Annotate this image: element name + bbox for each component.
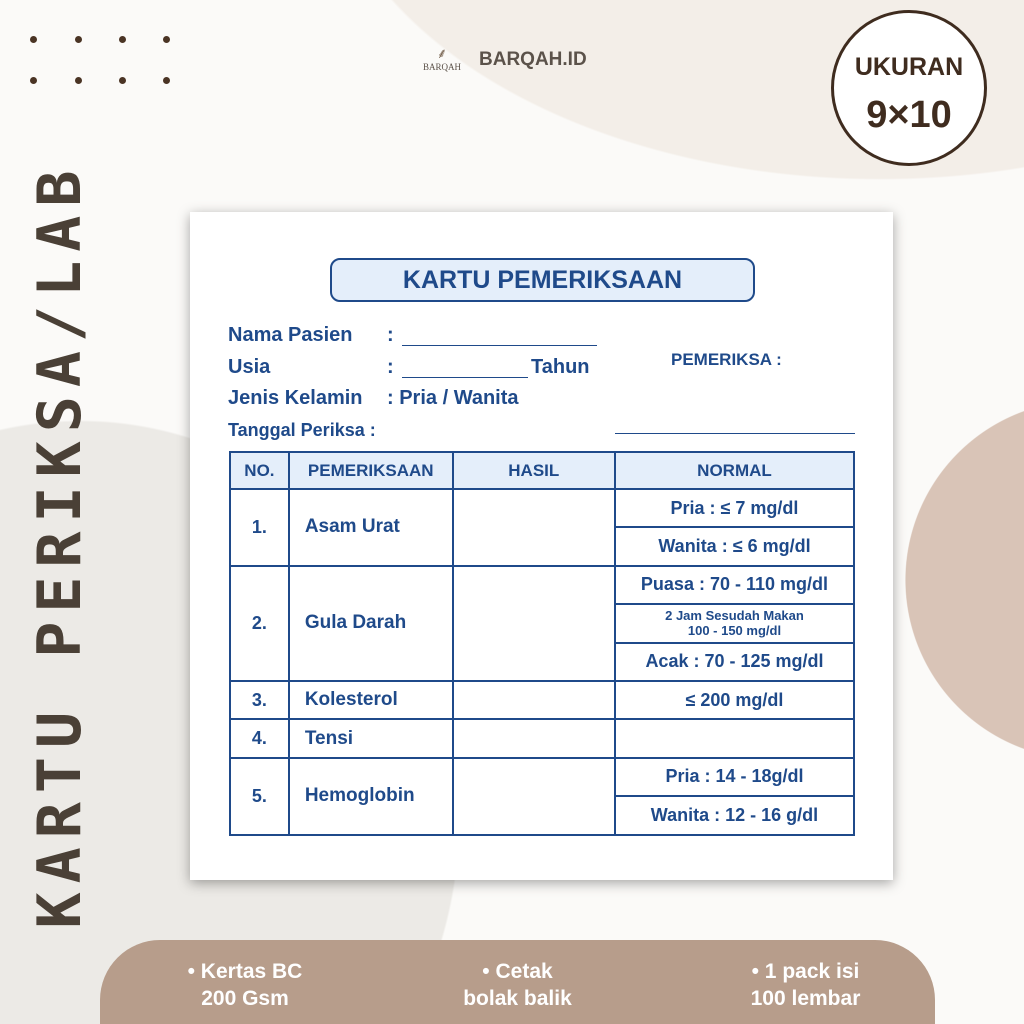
result-cell [453,758,615,835]
normal-value: ≤ 200 mg/dl [615,681,854,719]
size-value: 9×10 [866,94,952,136]
exam-table [229,451,855,836]
table-row [230,566,854,604]
exam-card [190,212,893,880]
label-nama: Nama Pasien [228,324,353,346]
feature-paper: • Kertas BC 200 Gsm [187,960,303,1010]
size-label: UKURAN [854,53,964,81]
normal-line: 2 Jam Sesudah Makan [665,608,804,624]
normal-line: 100 - 150 mg/dl [687,623,782,639]
result-cell [453,719,615,757]
row-name: Tensi [289,719,453,757]
label-pemeriksa: PEMERIKSA : [671,350,782,369]
usia-line [402,354,528,378]
row-no: 5. [230,758,289,835]
label-usia: Usia [228,356,271,378]
row-name: Hemoglobin [289,758,453,835]
row-name: Kolesterol [289,681,453,719]
wheat-logo-icon: ⸙ BARQAH [423,47,462,72]
colon: : [387,324,394,346]
result-cell [453,681,615,719]
row-no: 3. [230,681,289,719]
header-normal: NORMAL [615,452,854,489]
table-row [230,758,854,796]
label-tanggal: Tanggal Periksa : [228,420,376,440]
row-name: Gula Darah [289,566,453,681]
result-cell [453,566,615,681]
nama-line [402,322,597,346]
label-jenis-kelamin: Jenis Kelamin [228,387,363,409]
brand-name: BARQAH.ID [479,49,587,70]
table-row [230,719,854,757]
normal-value: Pria : ≤ 7 mg/dl [615,489,854,527]
normal-value: Pria : 14 - 18g/dl [615,758,854,796]
brand-logo [423,48,587,72]
normal-value [615,719,854,757]
side-title: KARTU PERIKSA/LAB [25,161,95,929]
pemeriksa-line [615,412,855,434]
table-header [230,452,854,489]
row-no: 2. [230,566,289,681]
jenis-kelamin-value: : Pria / Wanita [387,387,519,409]
table-row [230,681,854,719]
card-title: KARTU PEMERIKSAAN [330,258,755,302]
normal-value: Puasa : 70 - 110 mg/dl [615,566,854,604]
normal-value: Acak : 70 - 125 mg/dl [615,643,854,681]
header-pemeriksaan: PEMERIKSAAN [289,452,453,489]
colon: : [387,356,394,378]
size-badge [831,10,987,166]
normal-value: Wanita : 12 - 16 g/dl [615,796,854,834]
header-hasil: HASIL [453,452,615,489]
label-tahun: Tahun [531,356,590,378]
table-row [230,489,854,527]
row-no: 1. [230,489,289,566]
feature-pack: • 1 pack isi 100 lembar [750,960,861,1010]
row-name: Asam Urat [289,489,453,566]
header-no: NO. [230,452,289,489]
row-no: 4. [230,719,289,757]
normal-value: Wanita : ≤ 6 mg/dl [615,527,854,565]
result-cell [453,489,615,566]
feature-print: • Cetak bolak balik [463,960,572,1010]
normal-value [615,604,854,642]
